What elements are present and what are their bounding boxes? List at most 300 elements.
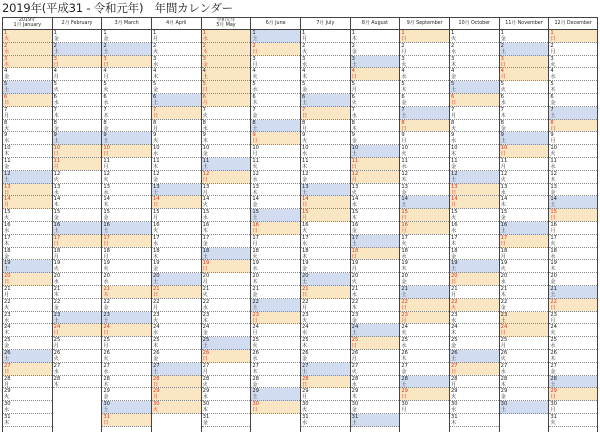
weekday-label: 月 <box>53 164 59 170</box>
day-number: 11 <box>252 158 259 164</box>
day-number: 10 <box>53 145 61 152</box>
day-cell <box>549 235 597 248</box>
weekday-label: 木 <box>4 330 10 337</box>
day-cell <box>301 145 350 158</box>
day-number: 9 <box>103 132 107 139</box>
day-cell <box>251 209 300 222</box>
day-number: 29 <box>451 388 458 395</box>
day-cell <box>549 312 597 325</box>
day-number: 4 <box>53 68 57 75</box>
weekday-label: 水 <box>53 279 59 286</box>
weekday-label: 金 <box>53 304 59 311</box>
day-number: 22 <box>153 298 160 305</box>
day-number: 13 <box>302 183 309 190</box>
day-cell <box>3 312 52 325</box>
day-number: 4 <box>451 68 455 75</box>
day-cell <box>152 158 201 171</box>
weekday-label: 月 <box>153 394 159 401</box>
day-cell <box>3 107 52 120</box>
weekday-label: 土 <box>103 228 109 234</box>
weekday-label: 日 <box>252 317 258 324</box>
day-number: 9 <box>550 132 554 139</box>
weekday-label: 火 <box>302 317 308 324</box>
day-cell <box>102 107 151 120</box>
weekday-label: 月 <box>4 292 10 298</box>
day-number: 12 <box>4 170 11 177</box>
weekday-label: 木 <box>4 151 10 158</box>
weekday-label: 金 <box>500 125 506 132</box>
weekday-label: 水 <box>153 151 159 158</box>
day-number: 21 <box>4 286 11 292</box>
weekday-label: 水 <box>252 176 258 183</box>
weekday-label: 日 <box>550 394 556 401</box>
weekday-label: 月 <box>451 292 457 298</box>
weekday-label: 水 <box>4 48 10 55</box>
day-number: 10 <box>550 145 557 152</box>
day-number: 1 <box>153 30 157 36</box>
day-cell <box>102 145 151 158</box>
day-number: 7 <box>53 106 57 113</box>
day-number: 31 <box>550 414 557 420</box>
weekday-label: 火 <box>401 240 407 247</box>
weekday-label: 土 <box>451 266 457 273</box>
weekday-label: 水 <box>202 36 208 42</box>
weekday-label: 土 <box>103 407 109 414</box>
weekday-label: 水 <box>401 164 407 170</box>
day-cell <box>102 94 151 107</box>
day-cell <box>251 350 300 363</box>
weekday-label: 火 <box>153 48 159 55</box>
weekday-label: 木 <box>202 228 208 234</box>
day-number: 17 <box>351 234 359 241</box>
day-number: 25 <box>550 337 557 344</box>
weekday-label: 火 <box>550 330 556 337</box>
day-cell <box>102 222 151 235</box>
day-cell <box>152 222 201 235</box>
weekday-label: 水 <box>302 330 308 337</box>
weekday-label: 日 <box>53 240 59 247</box>
day-cell <box>301 324 350 337</box>
day-number: 23 <box>351 311 359 318</box>
day-number: 4 <box>401 68 405 75</box>
day-number: 27 <box>302 362 309 369</box>
month-header-line: 10月 October <box>458 21 491 26</box>
weekday-label: 火 <box>53 176 59 183</box>
day-number: 22 <box>500 298 508 305</box>
day-number: 18 <box>252 247 259 254</box>
day-number: 11 <box>451 158 458 164</box>
day-cell <box>251 107 300 120</box>
day-number: 10 <box>4 145 11 152</box>
day-number: 15 <box>202 209 210 216</box>
day-number: 27 <box>252 362 259 369</box>
day-cell <box>3 222 52 235</box>
day-cell <box>450 158 499 171</box>
day-cell <box>400 132 449 145</box>
weekday-label: 土 <box>351 240 357 247</box>
day-number: 19 <box>53 260 61 267</box>
day-cell <box>500 196 549 209</box>
day-number: 21 <box>53 286 61 292</box>
day-number: 27 <box>401 362 408 369</box>
day-number: 23 <box>153 311 160 318</box>
day-number: 14 <box>202 196 210 203</box>
day-cell <box>53 94 102 107</box>
day-number: 11 <box>500 158 508 164</box>
day-number: 18 <box>4 247 11 254</box>
weekday-label: 水 <box>500 279 506 286</box>
day-number: 10 <box>451 145 458 152</box>
day-number: 21 <box>103 286 110 292</box>
day-cell <box>549 145 597 158</box>
day-cell <box>351 222 400 235</box>
weekday-label: 日 <box>4 100 10 106</box>
weekday-label: 月 <box>500 253 506 260</box>
weekday-label: 木 <box>500 112 506 119</box>
weekday-label: 水 <box>53 100 59 106</box>
day-number: 18 <box>351 247 359 254</box>
weekday-label: 土 <box>351 420 357 426</box>
weekday-label: 土 <box>4 266 10 273</box>
day-number: 27 <box>4 362 11 369</box>
weekday-label: 火 <box>202 292 208 298</box>
weekday-label: 日 <box>500 151 506 158</box>
day-cell <box>53 132 102 145</box>
weekday-label: 月 <box>252 240 258 247</box>
weekday-label: 火 <box>451 394 457 401</box>
day-number: 5 <box>550 81 554 88</box>
weekday-label: 日 <box>252 48 258 55</box>
weekday-label: 火 <box>451 215 457 222</box>
day-cell <box>400 260 449 273</box>
day-number: 9 <box>252 132 256 139</box>
day-cell <box>53 30 102 43</box>
day-number: 26 <box>103 350 110 356</box>
weekday-label: 土 <box>252 304 258 311</box>
day-cell <box>500 376 549 389</box>
weekday-label: 日 <box>351 74 357 81</box>
day-cell <box>400 30 449 43</box>
weekday-label: 土 <box>153 189 159 196</box>
weekday-label: 月 <box>103 343 109 350</box>
weekday-label: 金 <box>103 304 109 311</box>
day-number: 28 <box>451 375 458 382</box>
day-number: 2 <box>451 42 455 49</box>
weekday-label: 土 <box>153 368 159 375</box>
day-number: 5 <box>4 81 8 88</box>
day-number: 23 <box>202 311 210 318</box>
day-cell <box>301 43 350 56</box>
day-cell <box>549 56 597 69</box>
day-cell <box>500 94 549 107</box>
weekday-label: 日 <box>351 253 357 260</box>
day-number: 26 <box>500 350 508 356</box>
day-cell <box>202 401 251 414</box>
day-number: 23 <box>500 311 508 318</box>
weekday-label: 木 <box>500 381 506 388</box>
day-cell <box>351 414 400 427</box>
day-cell <box>53 260 102 273</box>
weekday-label: 水 <box>500 189 506 196</box>
weekday-label: 木 <box>451 61 457 68</box>
weekday-label: 金 <box>302 356 308 362</box>
day-number: 26 <box>202 350 210 356</box>
weekday-label: 土 <box>500 407 506 414</box>
day-cell <box>301 337 350 350</box>
day-number: 6 <box>4 94 8 100</box>
day-cell <box>202 248 251 261</box>
weekday-label: 火 <box>252 253 258 260</box>
weekday-label: 日 <box>202 87 208 94</box>
month-header-line: 3月 March <box>114 21 139 26</box>
weekday-label: 土 <box>103 317 109 324</box>
weekday-label: 金 <box>500 304 506 311</box>
day-cell <box>450 299 499 312</box>
weekday-label: 土 <box>451 176 457 183</box>
day-cell <box>351 145 400 158</box>
day-cell <box>500 43 549 56</box>
weekday-label: 月 <box>302 304 308 311</box>
day-cell <box>500 235 549 248</box>
weekday-label: 日 <box>401 125 407 132</box>
weekday-label: 水 <box>252 356 258 362</box>
day-cell <box>3 30 52 43</box>
day-number: 1 <box>351 30 355 36</box>
day-cell <box>301 273 350 286</box>
weekday-label: 月 <box>550 407 556 414</box>
day-cell <box>450 286 499 299</box>
day-number: 14 <box>252 196 259 203</box>
day-number: 26 <box>451 350 458 356</box>
day-number: 16 <box>103 222 110 228</box>
day-number: 1 <box>500 30 504 36</box>
day-cell <box>500 324 549 337</box>
day-cell <box>500 171 549 184</box>
weekday-label: 木 <box>451 420 457 426</box>
day-number: 20 <box>252 273 259 280</box>
weekday-label: 土 <box>252 125 258 132</box>
weekday-label: 日 <box>351 343 357 350</box>
day-cell <box>152 337 201 350</box>
day-cell <box>102 68 151 81</box>
weekday-label: 水 <box>153 330 159 337</box>
day-cell <box>450 68 499 81</box>
day-number: 2 <box>550 42 554 49</box>
day-number: 15 <box>153 209 160 216</box>
weekday-label: 土 <box>4 87 10 94</box>
day-number: 6 <box>550 94 554 100</box>
day-number: 25 <box>202 337 210 344</box>
page-title: 2019年(平成31 - 令和元年) 年間カレンダー <box>2 1 233 15</box>
weekday-label: 金 <box>53 215 59 222</box>
day-cell <box>549 81 597 94</box>
day-cell <box>351 273 400 286</box>
day-cell <box>152 273 201 286</box>
weekday-label: 金 <box>202 240 208 247</box>
weekday-label: 月 <box>302 36 308 42</box>
weekday-label: 木 <box>252 279 258 286</box>
weekday-label: 月 <box>401 407 407 414</box>
day-cell <box>549 209 597 222</box>
weekday-label: 日 <box>153 202 159 209</box>
weekday-label: 金 <box>451 164 457 170</box>
day-number: 25 <box>153 337 160 344</box>
day-cell <box>152 401 201 414</box>
day-number: 16 <box>302 222 309 228</box>
day-cell <box>400 273 449 286</box>
weekday-label: 水 <box>451 228 457 234</box>
weekday-label: 水 <box>103 189 109 196</box>
weekday-label: 金 <box>451 343 457 350</box>
day-cell <box>301 401 350 414</box>
weekday-label: 水 <box>550 164 556 170</box>
day-cell <box>251 376 300 389</box>
weekday-label: 日 <box>302 381 308 388</box>
day-number: 1 <box>451 30 455 36</box>
day-number: 22 <box>351 298 359 305</box>
day-number: 25 <box>451 337 458 344</box>
weekday-label: 水 <box>401 74 407 81</box>
day-cell <box>351 299 400 312</box>
day-cell <box>251 68 300 81</box>
day-cell <box>549 30 597 43</box>
day-number: 9 <box>4 132 8 139</box>
day-cell <box>500 209 549 222</box>
day-cell <box>500 81 549 94</box>
weekday-label: 月 <box>53 343 59 350</box>
day-cell <box>450 337 499 350</box>
weekday-label: 月 <box>202 189 208 196</box>
day-number: 24 <box>53 324 61 331</box>
day-number: 16 <box>153 222 160 228</box>
month-header-line: 6月 June <box>265 21 286 26</box>
weekday-label: 金 <box>103 394 109 401</box>
day-cell <box>351 30 400 43</box>
day-number: 16 <box>500 222 508 228</box>
day-number: 9 <box>500 132 504 139</box>
day-number: 10 <box>252 145 259 152</box>
weekday-label: 月 <box>302 394 308 401</box>
day-cell <box>102 337 151 350</box>
weekday-label: 金 <box>302 266 308 273</box>
day-number: 2 <box>202 42 206 49</box>
weekday-label: 水 <box>103 100 109 106</box>
day-cell <box>3 401 52 414</box>
weekday-label: 水 <box>4 407 10 414</box>
day-number: 19 <box>202 260 210 267</box>
weekday-label: 火 <box>302 138 308 145</box>
day-number: 10 <box>302 145 309 152</box>
day-cell <box>202 312 251 325</box>
weekday-label: 土 <box>252 215 258 222</box>
weekday-label: 水 <box>451 317 457 324</box>
day-number: 4 <box>351 68 355 75</box>
day-number: 3 <box>153 55 157 62</box>
day-cell <box>500 132 549 145</box>
weekday-label: 金 <box>401 279 407 286</box>
weekday-label: 土 <box>103 48 109 55</box>
day-number: 16 <box>252 222 259 228</box>
day-cell <box>400 209 449 222</box>
weekday-label: 火 <box>202 381 208 388</box>
weekday-label: 月 <box>550 138 556 145</box>
day-number: 23 <box>103 311 110 318</box>
weekday-label: 月 <box>153 215 159 222</box>
day-cell <box>351 248 400 261</box>
day-cell <box>500 273 549 286</box>
day-cell <box>500 388 549 401</box>
day-cell <box>152 248 201 261</box>
day-cell <box>3 196 52 209</box>
weekday-label: 火 <box>451 36 457 42</box>
day-cell <box>500 312 549 325</box>
day-cell <box>152 312 201 325</box>
weekday-label: 土 <box>550 112 556 119</box>
day-number: 8 <box>351 119 355 126</box>
day-cell <box>549 414 597 427</box>
weekday-label: 金 <box>401 368 407 375</box>
day-cell <box>102 209 151 222</box>
day-cell <box>400 248 449 261</box>
day-cell <box>450 107 499 120</box>
weekday-label: 土 <box>302 189 308 196</box>
weekday-label: 水 <box>451 138 457 145</box>
day-cell <box>549 273 597 286</box>
day-number: 6 <box>103 94 107 100</box>
weekday-label: 金 <box>53 36 59 42</box>
day-cell <box>549 68 597 81</box>
day-number: 30 <box>4 401 11 408</box>
day-number: 8 <box>550 119 554 126</box>
day-cell <box>549 196 597 209</box>
weekday-label: 火 <box>53 266 59 273</box>
day-cell <box>400 376 449 389</box>
day-cell <box>202 30 251 43</box>
weekday-label: 月 <box>351 356 357 362</box>
day-cell <box>53 196 102 209</box>
day-cell <box>102 81 151 94</box>
day-cell <box>3 260 52 273</box>
weekday-label: 金 <box>153 356 159 362</box>
day-cell <box>251 337 300 350</box>
day-number: 13 <box>252 183 259 190</box>
day-number: 29 <box>202 388 210 395</box>
weekday-label: 火 <box>550 61 556 68</box>
day-cell <box>549 299 597 312</box>
day-number: 30 <box>103 401 110 408</box>
weekday-label: 月 <box>451 381 457 388</box>
day-number: 4 <box>500 68 504 75</box>
day-cell <box>53 120 102 133</box>
day-number: 18 <box>401 247 408 254</box>
weekday-label: 土 <box>4 356 10 362</box>
month-header <box>202 17 251 30</box>
weekday-label: 金 <box>451 74 457 81</box>
day-number: 7 <box>550 106 554 113</box>
day-cell <box>251 132 300 145</box>
weekday-label: 月 <box>500 164 506 170</box>
day-cell <box>53 273 102 286</box>
day-number: 19 <box>351 260 359 267</box>
weekday-label: 日 <box>53 330 59 337</box>
weekday-label: 水 <box>550 343 556 350</box>
day-cell <box>500 68 549 81</box>
day-cell <box>102 376 151 389</box>
day-number: 1 <box>202 30 206 36</box>
day-cell <box>301 56 350 69</box>
month-header <box>102 17 151 30</box>
day-cell <box>3 132 52 145</box>
